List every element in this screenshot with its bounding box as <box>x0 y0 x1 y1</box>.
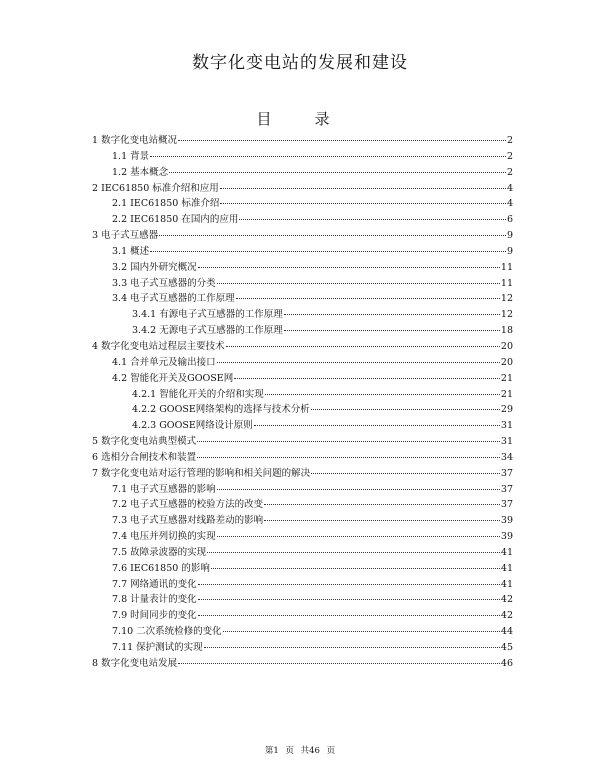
toc-entry-page: 12 <box>500 293 513 305</box>
toc-leader-dots <box>254 425 500 426</box>
toc-entry-page: 41 <box>500 546 513 558</box>
toc-leader-dots <box>264 504 500 505</box>
toc-entry-title: 3.4 电子式互感器的工作原理 <box>112 293 235 305</box>
toc-entry[interactable] <box>92 624 513 640</box>
toc-entry-page: 2 <box>506 150 513 162</box>
toc-entry-title: 4 数字化变电站过程层主要技术 <box>92 340 225 352</box>
toc-entry[interactable] <box>92 592 513 608</box>
toc-entry[interactable] <box>92 608 513 624</box>
toc-entry-title: 4.2.3 GOOSE网络设计原则 <box>132 420 253 432</box>
page-footer: 第1 页 共46 页 <box>264 746 336 756</box>
toc-entry-page: 44 <box>500 626 513 638</box>
toc-entry[interactable] <box>92 450 513 466</box>
toc-entry-page: 18 <box>500 325 513 337</box>
toc-entry-title: 4.1 合并单元及输出接口 <box>112 356 216 368</box>
toc-leader-dots <box>197 441 500 442</box>
toc-entry[interactable] <box>92 149 513 165</box>
toc-entry-title: 3 电子式互感器 <box>92 230 159 242</box>
toc-leader-dots <box>234 378 500 379</box>
toc-entry-title: 7.4 电压并列切换的实现 <box>112 531 216 543</box>
toc-entry[interactable] <box>92 529 513 545</box>
toc-leader-dots <box>198 615 500 616</box>
toc-entry[interactable] <box>92 228 513 244</box>
toc-entry-page: 39 <box>500 531 513 543</box>
table-of-contents <box>92 133 513 672</box>
toc-entry-page: 46 <box>500 657 513 669</box>
toc-entry-page: 20 <box>500 340 513 352</box>
toc-leader-dots <box>178 140 506 141</box>
toc-entry-page: 6 <box>506 214 513 226</box>
toc-entry-title: 7.11 保护测试的实现 <box>112 642 203 653</box>
toc-entry-page: 37 <box>500 499 513 511</box>
toc-leader-dots <box>226 346 500 347</box>
toc-entry-page: 37 <box>500 483 513 495</box>
toc-leader-dots <box>217 362 500 363</box>
toc-entry[interactable] <box>92 244 513 260</box>
toc-entry-title: 7.8 计量表计的变化 <box>112 594 197 606</box>
toc-entry[interactable] <box>92 545 513 561</box>
toc-leader-dots <box>169 172 506 173</box>
toc-entry-title: 6 选相分合闸技术和装置 <box>92 451 197 463</box>
toc-entry[interactable] <box>92 371 513 387</box>
toc-entry-title: 3.2 国内外研究概况 <box>112 261 197 273</box>
toc-leader-dots <box>236 298 500 299</box>
toc-leader-dots <box>220 188 506 189</box>
toc-entry-title: 1 数字化变电站概况 <box>92 135 178 146</box>
toc-entry-page: 2 <box>506 135 513 146</box>
toc-entry-title: 7.10 二次系统检修的变化 <box>112 626 222 638</box>
toc-entry[interactable] <box>92 165 513 181</box>
toc-entry-title: 7 数字化变电站对运行管理的影响和相关问题的解决 <box>92 467 311 479</box>
toc-entry-page: 45 <box>500 642 513 653</box>
toc-entry-title: 7.9 时间同步的变化 <box>112 610 197 622</box>
toc-entry-title: 3.4.1 有源电子式互感器的工作原理 <box>132 309 283 321</box>
toc-entry[interactable] <box>92 466 513 482</box>
toc-entry-title: 3.4.2 无源电子式互感器的工作原理 <box>132 325 283 337</box>
toc-entry-page: 9 <box>506 230 513 242</box>
toc-entry-page: 11 <box>500 261 513 273</box>
toc-entry[interactable] <box>92 323 513 339</box>
toc-entry-title: 4.2 智能化开关及GOOSE网 <box>112 372 234 384</box>
toc-entry-page: 21 <box>500 372 513 384</box>
toc-entry-title: 7.2 电子式互感器的校验方法的改变 <box>112 499 264 511</box>
toc-entry-title: 1.1 背景 <box>112 150 150 162</box>
toc-leader-dots <box>198 599 500 600</box>
toc-entry-page: 31 <box>500 436 513 448</box>
toc-entry-page: 11 <box>500 277 513 289</box>
toc-entry[interactable] <box>92 196 513 212</box>
toc-entry[interactable] <box>92 418 513 434</box>
toc-leader-dots <box>198 267 500 268</box>
toc-entry-title: 2 IEC61850 标准介绍和应用 <box>92 182 219 194</box>
toc-entry-page: 42 <box>500 610 513 622</box>
toc-leader-dots <box>197 457 500 458</box>
toc-leader-dots <box>159 235 506 236</box>
toc-entry-title: 7.1 电子式互感器的影响 <box>112 483 216 495</box>
toc-entry-page: 4 <box>506 198 513 210</box>
toc-entry[interactable] <box>92 339 513 355</box>
toc-entry-page: 34 <box>500 451 513 463</box>
toc-leader-dots <box>311 409 500 410</box>
toc-entry-title: 3.1 概述 <box>112 245 150 257</box>
toc-entry-page: 42 <box>500 594 513 606</box>
toc-entry-page: 29 <box>500 404 513 416</box>
toc-entry-title: 3.3 电子式互感器的分类 <box>112 277 216 289</box>
toc-entry[interactable] <box>92 577 513 593</box>
toc-entry[interactable] <box>92 212 513 228</box>
toc-entry[interactable] <box>92 387 513 403</box>
toc-entry[interactable] <box>92 291 513 307</box>
toc-entry[interactable] <box>92 260 513 276</box>
toc-entry-title: 4.2.1 智能化开关的介绍和实现 <box>132 388 264 400</box>
toc-entry[interactable] <box>92 276 513 292</box>
toc-leader-dots <box>207 552 500 553</box>
toc-entry[interactable] <box>92 640 513 656</box>
toc-entry[interactable] <box>92 561 513 577</box>
toc-entry-page: 2 <box>506 166 513 178</box>
toc-entry[interactable] <box>92 513 513 529</box>
toc-leader-dots <box>150 251 506 252</box>
toc-entry-title: 1.2 基本概念 <box>112 166 169 178</box>
toc-entry[interactable] <box>92 181 513 197</box>
toc-entry-page: 21 <box>500 388 513 400</box>
toc-leader-dots <box>217 489 500 490</box>
toc-entry[interactable] <box>92 402 513 418</box>
toc-heading: 目 录 <box>256 110 344 128</box>
toc-leader-dots <box>198 584 500 585</box>
toc-leader-dots <box>284 330 500 331</box>
toc-leader-dots <box>265 394 500 395</box>
toc-entry-page: 4 <box>506 182 513 194</box>
toc-leader-dots <box>239 219 506 220</box>
toc-leader-dots <box>217 283 500 284</box>
toc-leader-dots <box>264 520 500 521</box>
document-title: 数字化变电站的发展和建设 <box>192 53 408 73</box>
toc-entry-page: 9 <box>506 245 513 257</box>
toc-entry-page: 39 <box>500 515 513 527</box>
toc-entry-title: 7.5 故障录波器的实现 <box>112 546 207 558</box>
toc-leader-dots <box>217 536 500 537</box>
toc-entry[interactable] <box>92 307 513 323</box>
toc-entry-title: 7.7 网络通讯的变化 <box>112 578 197 590</box>
toc-entry-page: 31 <box>500 420 513 432</box>
toc-entry-title: 4.2.2 GOOSE网络架构的选择与技术分析 <box>132 404 310 416</box>
toc-entry[interactable] <box>92 355 513 371</box>
toc-entry-page: 41 <box>500 578 513 590</box>
toc-entry[interactable] <box>92 656 513 672</box>
toc-entry-title: 7.3 电子式互感器对线路差动的影响 <box>112 515 264 527</box>
toc-entry[interactable] <box>92 482 513 498</box>
toc-leader-dots <box>204 647 500 648</box>
toc-entry-title: 5 数字化变电站典型模式 <box>92 436 197 448</box>
toc-entry[interactable] <box>92 497 513 513</box>
toc-entry[interactable] <box>92 133 513 149</box>
toc-leader-dots <box>223 631 500 632</box>
toc-entry-page: 41 <box>500 562 513 574</box>
toc-leader-dots <box>178 663 500 664</box>
toc-entry-page: 37 <box>500 467 513 479</box>
toc-entry-title: 7.6 IEC61850 的影响 <box>112 562 210 574</box>
toc-leader-dots <box>211 568 500 569</box>
toc-entry-title: 2.2 IEC61850 在国内的应用 <box>112 214 239 226</box>
toc-entry-page: 12 <box>500 309 513 321</box>
toc-entry[interactable] <box>92 434 513 450</box>
toc-leader-dots <box>284 314 500 315</box>
toc-entry-title: 8 数字化变电站发展 <box>92 657 178 669</box>
toc-entry-page: 20 <box>500 356 513 368</box>
toc-leader-dots <box>150 156 506 157</box>
toc-entry-title: 2.1 IEC61850 标准介绍 <box>112 198 220 210</box>
toc-leader-dots <box>311 473 500 474</box>
toc-leader-dots <box>220 203 506 204</box>
